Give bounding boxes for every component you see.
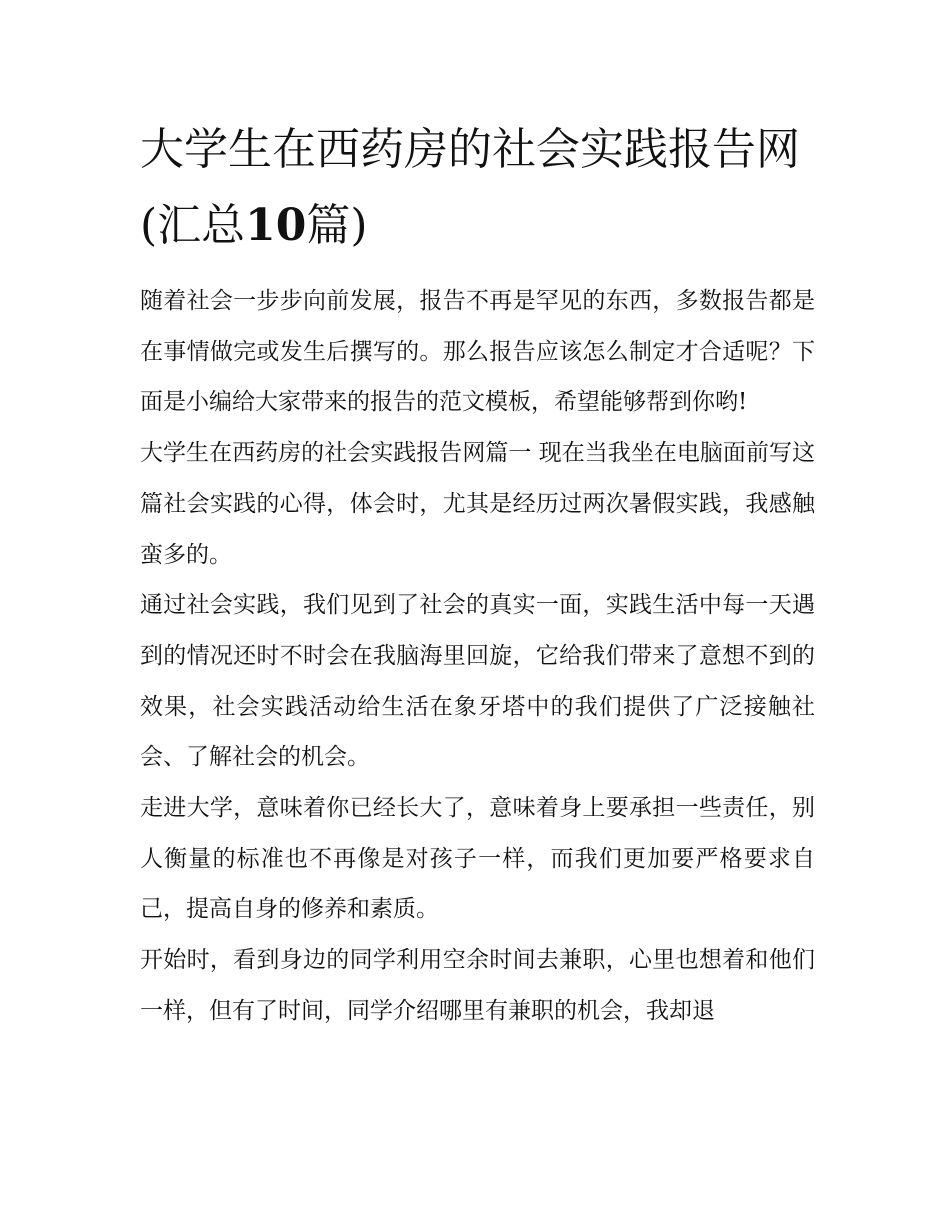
paragraph-intro: 随着社会一步步向前发展，报告不再是罕见的东西，多数报告都是在事情做完或发生后撰写的。那么报告应该怎么制定才合适呢？下面是小编给大家带来的报告的范文模板，希望能够帮到你哟! xyxy=(140,288,815,416)
title-number: 10 xyxy=(245,200,307,251)
title-text-part2: 篇) xyxy=(306,200,368,251)
document-body xyxy=(140,276,815,1037)
title-text-part1: 大学生在西药房的社会实践报告网(汇总 xyxy=(140,124,800,251)
document-title xyxy=(140,112,820,264)
paragraph-social-practice: 通过社会实践，我们见到了社会的真实一面，实践生活中每一天遇到的情况还时不时会在我脑海里回旋，它给我们带来了意想不到的效果，社会实践活动给生活在象牙塔中的我们提供了广泛接触社会、了解社会的机会。 xyxy=(140,592,815,771)
paragraph-entering-university: 走进大学，意味着你已经长大了，意味着身上要承担一些责任，别人衡量的标准也不再像是对孩子一样，而我们更加要严格要求自己，提高自身的修养和素质。 xyxy=(140,795,815,923)
paragraph-article-one-opening: 大学生在西药房的社会实践报告网篇一 现在当我坐在电脑面前写这篇社会实践的心得，体会时，尤其是经历过两次暑假实践，我感触蛮多的。 xyxy=(140,440,815,568)
paragraph-part-time-job: 开始时，看到身边的同学利用空余时间去兼职，心里也想着和他们一样，但有了时间，同学介绍哪里有兼职的机会，我却退 xyxy=(140,947,815,1024)
